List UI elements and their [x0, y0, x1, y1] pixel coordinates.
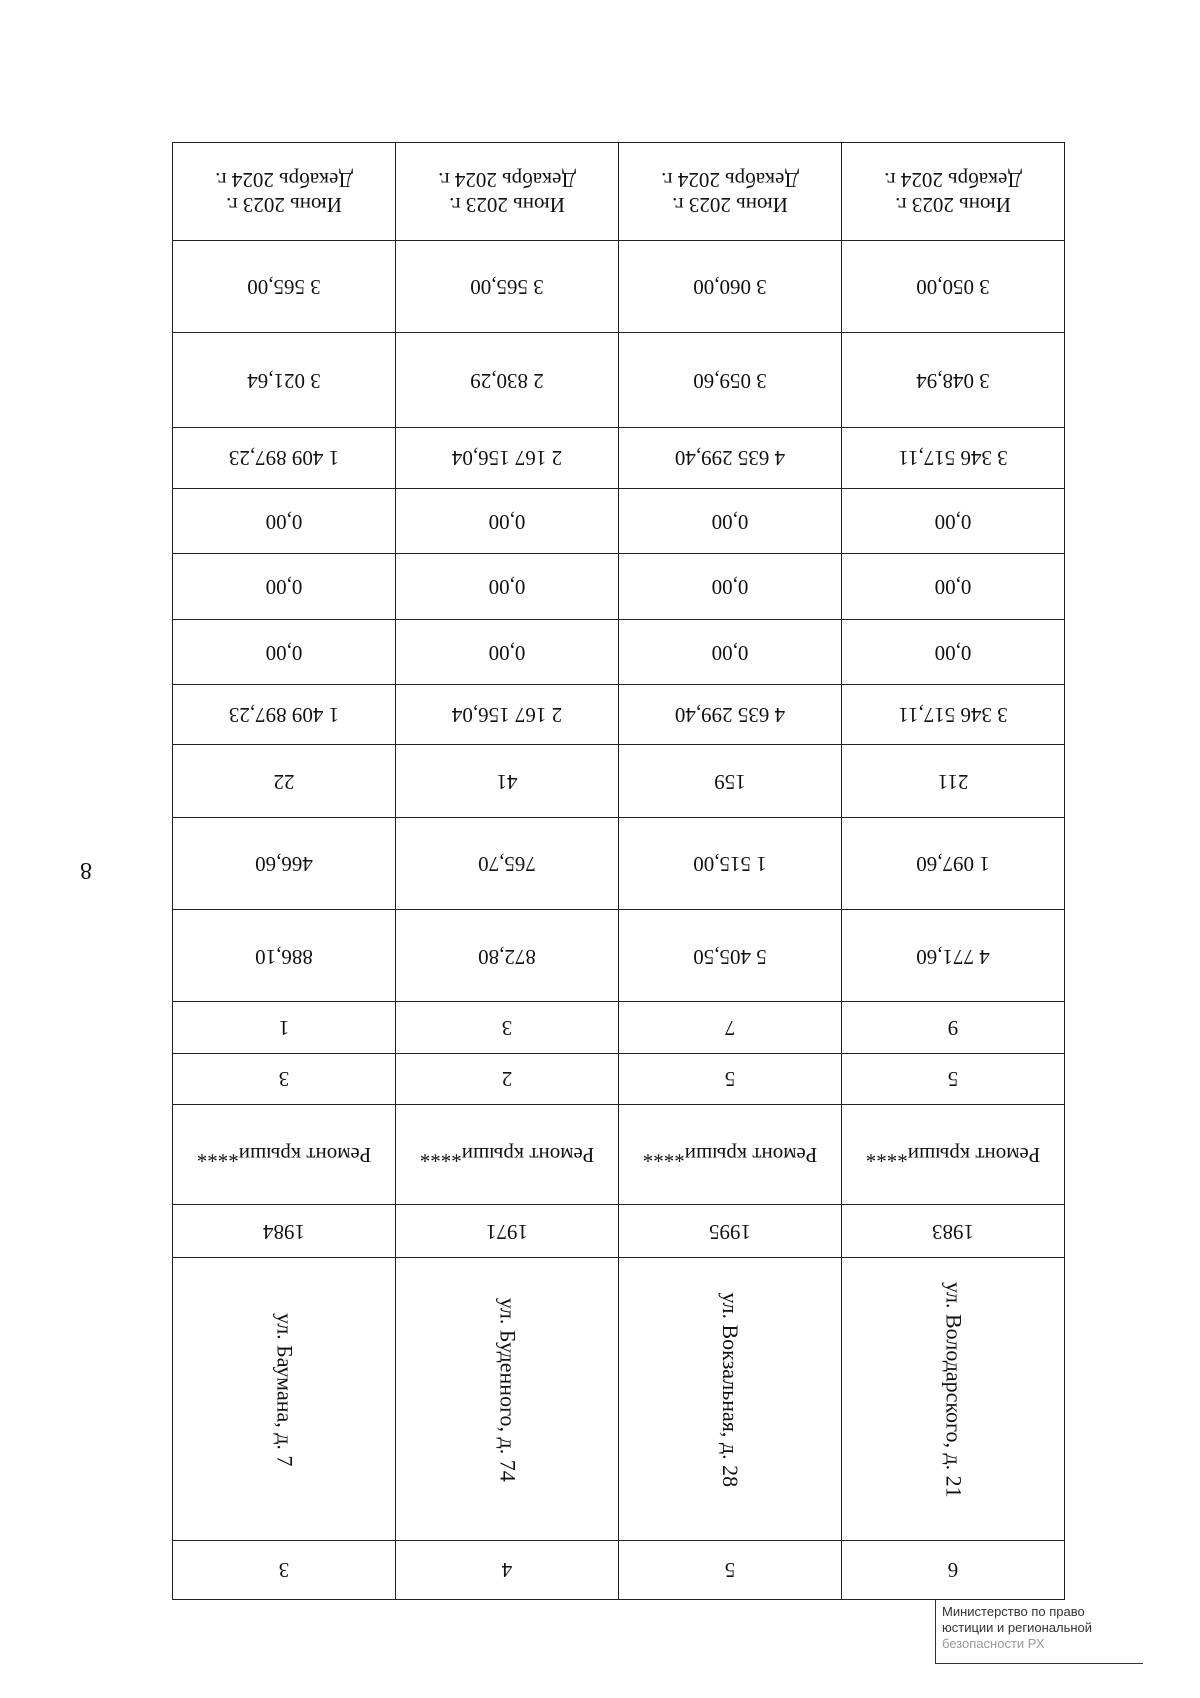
table-cell: 3 346 517,11: [842, 427, 1065, 488]
table-row-c11: [173, 619, 1065, 684]
table-cell: 1 409 897,23: [173, 427, 396, 488]
table-cell: 2 830,29: [396, 333, 619, 427]
table-cell: 0,00: [842, 488, 1065, 553]
table-cell: 0,00: [396, 488, 619, 553]
table-row-c5: [173, 1053, 1065, 1104]
address-cell: [842, 1258, 1065, 1540]
table-cell: 4 771,60: [842, 910, 1065, 1002]
period-start: Июнь 2023 г.: [449, 192, 565, 217]
table-cell: 1984: [173, 1205, 396, 1258]
table-cell: 1971: [396, 1205, 619, 1258]
page-number: 8: [80, 857, 92, 883]
table-cell: 0,00: [396, 619, 619, 684]
period-cell: [396, 143, 619, 241]
table-cell: 0,00: [173, 554, 396, 619]
address-text: ул. Буденного, д. 74: [495, 1297, 521, 1482]
period-start: Июнь 2023 г.: [672, 192, 788, 217]
table-row-c12: [173, 554, 1065, 619]
table-cell: 765,70: [396, 818, 619, 910]
table-row-c7: [173, 910, 1065, 1002]
table-row-c16: [173, 241, 1065, 333]
table-row-c14: [173, 427, 1065, 488]
period-start: Июнь 2023 г.: [226, 192, 342, 217]
address-text: ул. Баумана, д. 7: [272, 1312, 298, 1467]
table-cell: 3 050,00: [842, 241, 1065, 333]
table-cell: 3 565,00: [396, 241, 619, 333]
ministry-stamp: [935, 1600, 1143, 1664]
table-row-c13: [173, 488, 1065, 553]
stamp-line: юстиции и региональной: [942, 1620, 1093, 1635]
table-cell: 2 167 156,04: [396, 685, 619, 744]
address-cell: [396, 1258, 619, 1540]
table-cell: 1 409 897,23: [173, 685, 396, 744]
table-cell: 0,00: [619, 488, 842, 553]
period-cell: [619, 143, 842, 241]
table-cell: 211: [842, 744, 1065, 818]
table-cell: 9: [842, 1002, 1065, 1053]
table-cell: 886,10: [173, 910, 396, 1002]
table-cell: 3 565,00: [173, 241, 396, 333]
stamp-line: Министерство по право: [942, 1604, 1085, 1619]
table-cell: 0,00: [173, 488, 396, 553]
table-cell: 0,00: [842, 619, 1065, 684]
period-end: Декабрь 2024 г.: [438, 167, 576, 192]
table-cell: 41: [396, 744, 619, 818]
table-cell: 2: [396, 1053, 619, 1104]
table-cell: 3 048,94: [842, 333, 1065, 427]
address-cell: [173, 1258, 396, 1540]
table-cell: 4 635 299,40: [619, 685, 842, 744]
table-cell: 872,80: [396, 910, 619, 1002]
table-cell: Ремонт крыши****: [396, 1104, 619, 1204]
table-cell: 466,60: [173, 818, 396, 910]
address-text: ул. Вокзальная, д. 28: [718, 1292, 744, 1487]
stamp-line: безопасности РХ: [942, 1636, 1045, 1651]
table-cell: 3 021,64: [173, 333, 396, 427]
table-cell: 4 635 299,40: [619, 427, 842, 488]
table-row-c9: [173, 744, 1065, 818]
table-cell: 0,00: [396, 554, 619, 619]
table-cell: 3 060,00: [619, 241, 842, 333]
table-cell: 5: [619, 1540, 842, 1599]
table-cell: 3: [173, 1053, 396, 1104]
table-cell: 1983: [842, 1205, 1065, 1258]
table-row-address: [173, 1258, 1065, 1540]
table-cell: 0,00: [619, 619, 842, 684]
table-row-work: [173, 1104, 1065, 1204]
table-cell: 0,00: [842, 554, 1065, 619]
table-cell: Ремонт крыши****: [173, 1104, 396, 1204]
table-row-c10: [173, 685, 1065, 744]
table-cell: 0,00: [619, 554, 842, 619]
table-cell: 0,00: [173, 619, 396, 684]
table-cell: 22: [173, 744, 396, 818]
table-cell: 2 167 156,04: [396, 427, 619, 488]
table-row-number: [173, 1540, 1065, 1599]
table-row-c15: [173, 333, 1065, 427]
table-cell: 1995: [619, 1205, 842, 1258]
table-cell: 3 346 517,11: [842, 685, 1065, 744]
table-cell: 3 059,60: [619, 333, 842, 427]
period-start: Июнь 2023 г.: [895, 192, 1011, 217]
address-text: ул. Володарского, д. 21: [941, 1281, 967, 1498]
table-cell: Ремонт крыши****: [619, 1104, 842, 1204]
table-cell: 3: [396, 1002, 619, 1053]
table-cell: Ремонт крыши****: [842, 1104, 1065, 1204]
table-cell: 5: [619, 1053, 842, 1104]
table-cell: 3: [173, 1540, 396, 1599]
table-cell: 1 515,00: [619, 818, 842, 910]
table-cell: 1 097,60: [842, 818, 1065, 910]
period-end: Декабрь 2024 г.: [215, 167, 353, 192]
table-cell: 6: [842, 1540, 1065, 1599]
period-cell: [842, 143, 1065, 241]
table-row-c8: [173, 818, 1065, 910]
table-row-c6: [173, 1002, 1065, 1053]
table-cell: 4: [396, 1540, 619, 1599]
address-cell: [619, 1258, 842, 1540]
period-end: Декабрь 2024 г.: [884, 167, 1022, 192]
period-end: Декабрь 2024 г.: [661, 167, 799, 192]
repair-table: [172, 142, 1065, 1600]
table-row-year: [173, 1205, 1065, 1258]
table-cell: 159: [619, 744, 842, 818]
table-cell: 7: [619, 1002, 842, 1053]
period-cell: [173, 143, 396, 241]
table-row-period: [173, 143, 1065, 241]
table-cell: 5: [842, 1053, 1065, 1104]
table-cell: 1: [173, 1002, 396, 1053]
table-cell: 5 405,50: [619, 910, 842, 1002]
